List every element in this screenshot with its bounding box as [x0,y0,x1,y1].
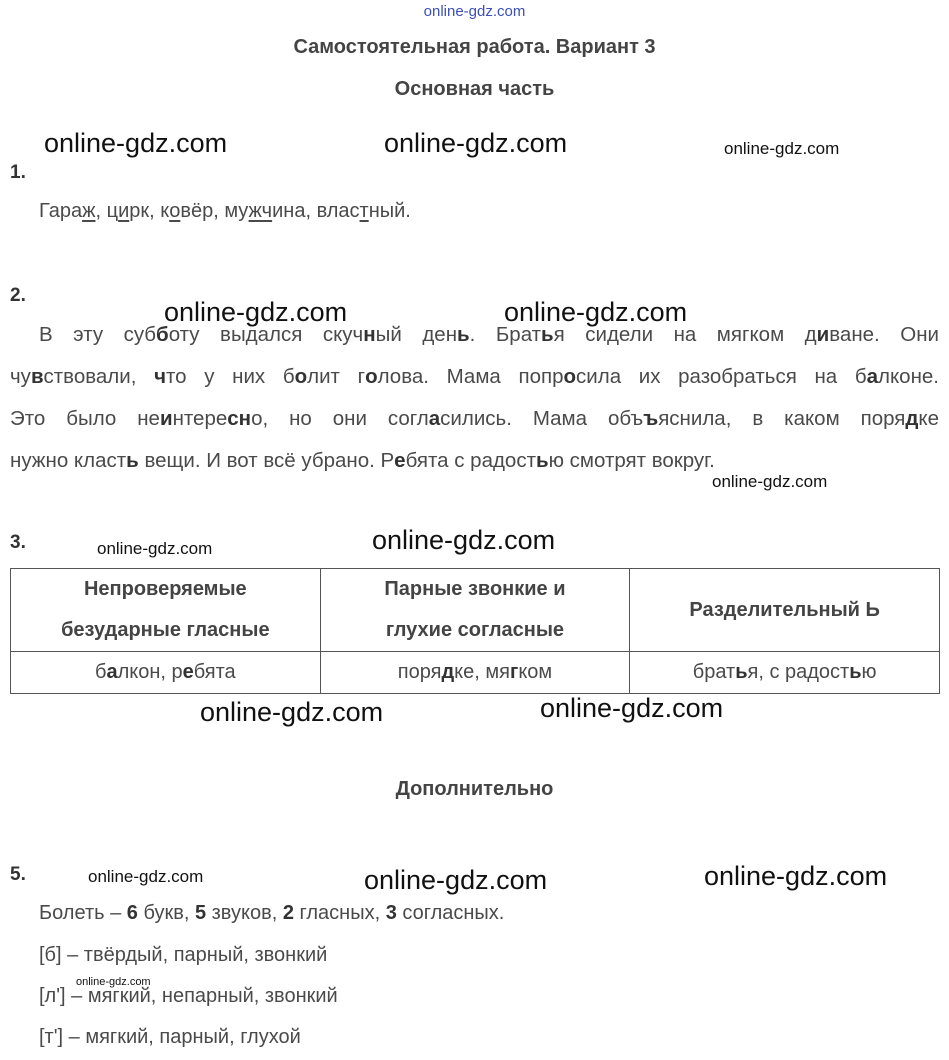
watermark: online-gdz.com [372,525,556,555]
highlighted-letter: а [428,407,441,430]
underlined-letter: ж [82,200,96,222]
highlighted-letter: г [509,661,519,683]
watermark: online-gdz.com [97,539,213,558]
highlighted-letter: 3 [385,902,397,924]
section-title-additional: Дополнительно [395,778,554,800]
highlighted-letter: 2 [282,902,294,924]
highlighted-letter: о [294,365,308,388]
underlined-letter: т [359,200,369,222]
highlighted-letter: 6 [126,902,138,924]
watermark: online-gdz.com [76,976,151,988]
sound-analysis-line: [л'] – мягкий, непарный, звонкий [39,985,338,1007]
section-title-main: Основная часть [394,78,555,100]
watermark: online-gdz.com [724,139,840,158]
highlighted-letter: д [905,407,919,430]
highlighted-letter: 5 [194,902,207,924]
task5-summary: Болеть – 6 букв, 5 звуков, 2 гласных, 3 согласных. [39,902,505,924]
highlighted-letter: ь [535,449,549,472]
underlined-letter: и [118,200,130,222]
watermark: online-gdz.com [364,865,548,895]
table-header-row [11,569,940,652]
page-title: Самостоятельная работа. Вариант 3 [293,36,656,58]
text-line: Это было неинтересно, но они согласились. Мама объъяснила, в каком порядке [10,407,940,430]
highlighted-letter: ь [849,661,862,683]
watermark: online-gdz.com [164,297,348,327]
table-header-cell: Непроверяемые безударные гласные [11,569,321,652]
task-number: 2. [10,285,26,306]
highlighted-letter: н [363,323,376,346]
highlighted-letter: е [394,449,406,472]
task-number: 5. [10,864,26,885]
highlighted-letter: и [159,407,173,430]
table-cell: братья, с радостью [630,652,940,694]
spelling-table [10,568,940,694]
highlighted-letter: в [30,365,44,388]
task1-answer: Гараж, цирк, ковёр, мужчина, властный. [39,200,411,222]
highlighted-letter: а [106,661,118,683]
sound-analysis-line: [т'] – мягкий, парный, глухой [39,1026,301,1048]
text-line: чувствовали, что у них болит голова. Мама попросила их разобраться на балконе. [10,365,939,388]
watermark: online-gdz.com [704,861,888,891]
watermark: online-gdz.com [504,297,688,327]
watermark: online-gdz.com [712,472,828,491]
sound-analysis-line: [б] – твёрдый, парный, звонкий [39,944,328,966]
highlighted-letter: а [866,365,879,388]
highlighted-letter: е [182,661,194,683]
table-header-cell: Парные звонкие и глухие согласные [320,569,630,652]
table-header-cell: Разделительный Ь [630,569,940,652]
highlighted-letter: б [156,323,169,346]
watermark: online-gdz.com [88,867,204,886]
watermark: online-gdz.com [44,128,228,158]
task2-text [10,314,939,482]
watermark: online-gdz.com [200,697,384,727]
highlighted-letter: ь [126,449,139,472]
highlighted-letter: ч [154,365,166,388]
highlighted-letter: д [441,661,455,683]
task-number: 1. [10,162,26,183]
highlighted-letter: ъ [643,407,659,430]
text-line: нужно класть вещи. И вот всё убрано. Ребята с радостью смотрят вокруг. [10,449,715,472]
highlighted-letter: сн [227,407,252,430]
text-line: В эту субботу выдался скучный день. Братья сидели на мягком диване. Они [39,323,939,346]
watermark: online-gdz.com [384,128,568,158]
highlighted-letter: ь [541,323,554,346]
table-row [11,652,940,694]
highlighted-letter: ь [457,323,470,346]
task-number: 3. [10,532,26,553]
highlighted-letter: о [365,365,378,388]
highlighted-letter: и [816,323,830,346]
underlined-letter: жч [248,200,273,222]
underlined-letter: о [169,200,181,222]
watermark-top: online-gdz.com [423,3,526,20]
table-cell: порядке, мягком [320,652,630,694]
watermark: online-gdz.com [540,693,724,723]
highlighted-letter: о [563,365,577,388]
table-cell: балкон, ребята [11,652,321,694]
highlighted-letter: ь [735,661,748,683]
